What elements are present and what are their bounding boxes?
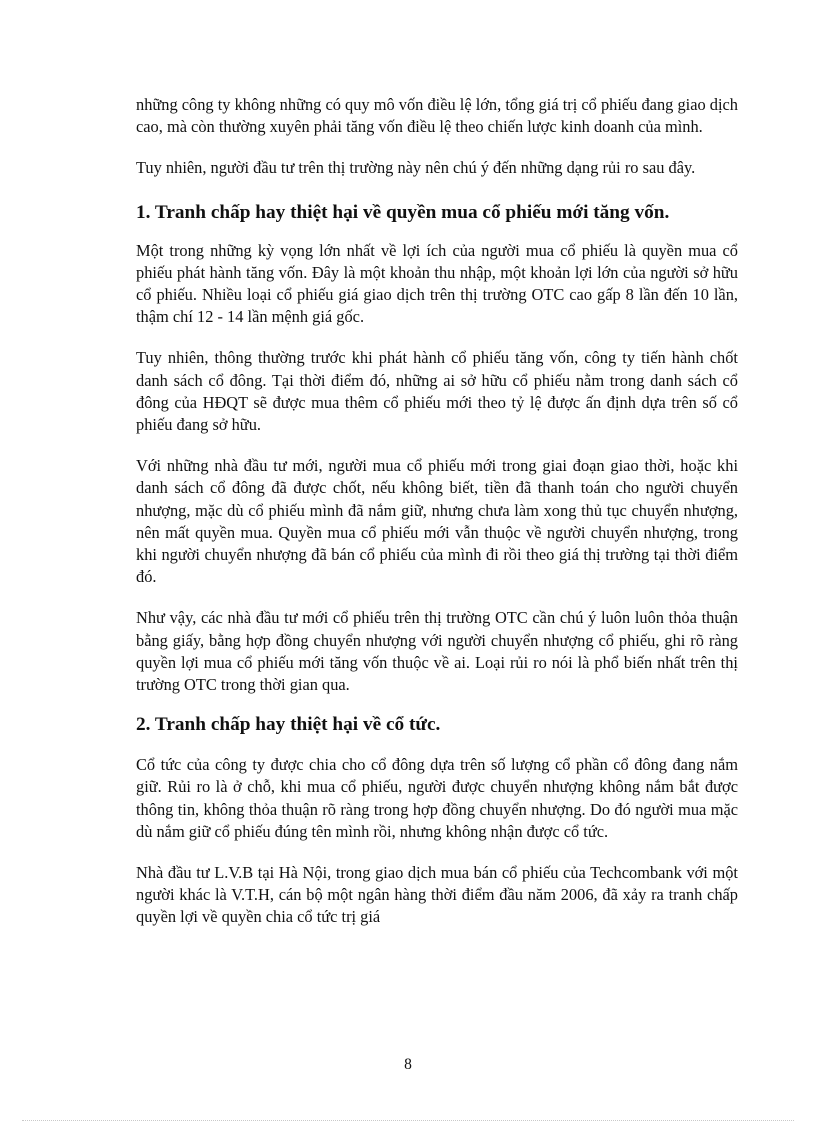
body-paragraph: Tuy nhiên, người đầu tư trên thị trường này nên chú ý đến những dạng rủi ro sau đây. [136, 158, 696, 178]
paragraph-spacer [136, 180, 738, 200]
body-paragraph: Nhà đầu tư L.V.B tại Hà Nội, trong giao dịch mua bán cổ phiếu của Techcombank với một người khác là V.T.H, cán bộ một ngân hàng thời điểm đầu năm 2006, đã xảy ra tranh chấp quyền lợi về quyền chia cổ tức trị giá [136, 863, 738, 927]
body-paragraph: Với những nhà đầu tư mới, người mua cổ phiếu mới trong giai đoạn giao thời, hoặc khi danh sách cổ đông đã được chốt, nếu không biết, tiền đã thanh toán cho người chuyển nhượng, mặc dù cổ phiếu mình đã nắm giữ, nhưng chưa làm xong thủ tục chuyển nhượng, nên mất quyền mua. Quyền mua cổ phiếu mới vẫn thuộc về người chuyển nhượng, trong khi người chuyển nhượng đã bán cổ phiếu của mình đi rồi theo giá thị trường tại thời điểm đó. [136, 456, 738, 587]
section-heading-2: 2. Tranh chấp hay thiệt hại về cổ tức. [136, 714, 441, 736]
paragraph-spacer [136, 588, 738, 607]
paragraph-spacer [136, 225, 738, 240]
body-paragraph: Một trong những kỳ vọng lớn nhất về lợi ích của người mua cổ phiếu là quyền mua cổ phiếu phát hành tăng vốn. Đây là một khoản thu nhập, một khoản lợi lớn của người sở hữu cổ phiếu. Nhiều loại cổ phiếu giá giao dịch trên thị trường OTC cao gấp 8 lần đến 10 lần, thậm chí 12 - 14 lần mệnh giá gốc. [136, 240, 738, 327]
page-number: 8 [404, 1056, 412, 1073]
paragraph-spacer [136, 436, 738, 455]
paragraph-spacer [136, 737, 738, 754]
paragraph-spacer [136, 696, 738, 712]
body-paragraph: Cổ tức của công ty được chia cho cổ đông dựa trên số lượng cổ phần cổ đông đang nắm giữ. Rủi ro là ở chỗ, khi mua cổ phiếu, người được chuyển nhượng không nắm bắt được thông tin, không thỏa thuận rõ ràng trong hợp đồng chuyển nhượng. Do đó người mua mặc dù nắm giữ cổ phiếu đúng tên mình rồi, nhưng không nhận được cổ tức. [136, 755, 738, 841]
page-bottom-border [22, 1120, 794, 1121]
body-paragraph: Như vậy, các nhà đầu tư mới cổ phiếu trên thị trường OTC cần chú ý luôn luôn thỏa thuận bằng giấy, bằng hợp đồng chuyển nhượng với người chuyển nhượng cổ phiếu, ghi rõ ràng quyền lợi mua cổ phiếu mới tăng vốn thuộc về ai. Loại rủi ro nói là phổ biến nhất trên thị trường OTC trong thời gian qua. [136, 608, 738, 695]
body-paragraph: Tuy nhiên, thông thường trước khi phát hành cổ phiếu tăng vốn, công ty tiến hành chốt danh sách cổ đông. Tại thời điểm đó, những ai sở hữu cổ phiếu nằm trong danh sách cổ đông của HĐQT sẽ được mua thêm cổ phiếu mới theo tỷ lệ được ấn định dựa trên số cổ phiếu đang sở hữu. [136, 348, 738, 435]
page-content [136, 94, 738, 929]
paragraph-spacer [136, 843, 738, 862]
paragraph-spacer [136, 138, 738, 157]
body-paragraph: những công ty không những có quy mô vốn điều lệ lớn, tổng giá trị cổ phiếu đang giao dịch cao, mà còn thường xuyên phải tăng vốn điều lệ theo chiến lược kinh doanh của mình. [136, 95, 738, 137]
paragraph-spacer [136, 328, 738, 347]
section-heading-1: 1. Tranh chấp hay thiệt hại về quyền mua cổ phiếu mới tăng vốn. [136, 201, 670, 223]
